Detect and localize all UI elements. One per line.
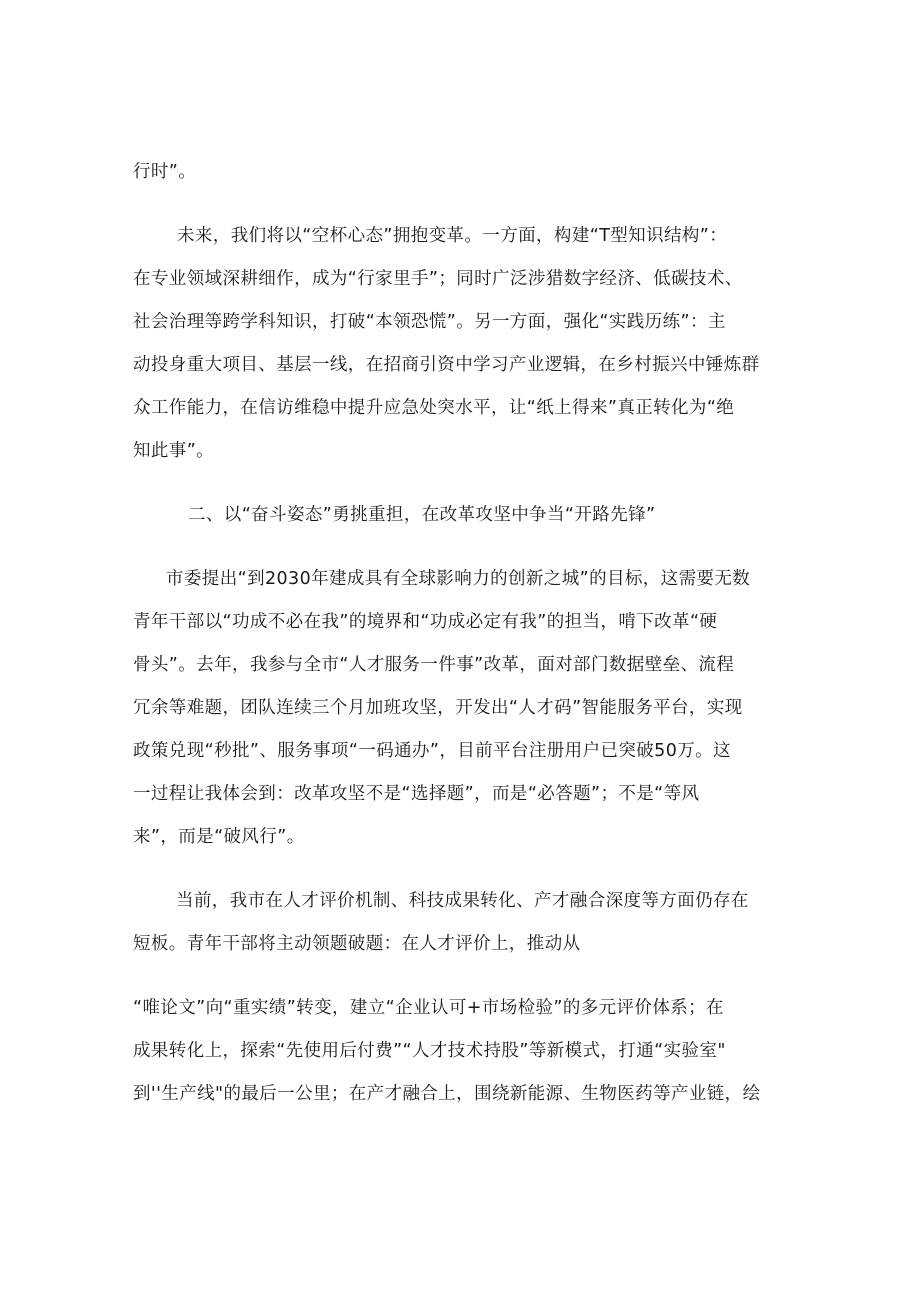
paragraph-line: 来”，而是“破风行”。 xyxy=(133,827,305,847)
paragraph-line: 当前，我市在人才评价机制、科技成果转化、产才融合深度等方面仍存在 xyxy=(176,891,749,911)
paragraph-line: 动投身重大项目、基层一线，在招商引资中学习产业逻辑，在乡村振兴中锤炼群 xyxy=(133,355,760,375)
paragraph-line: 行时”。 xyxy=(133,162,197,182)
paragraph-line: 一过程让我体会到：改革攻坚不是“选择题”，而是“必答题”；不是“等风 xyxy=(133,784,700,804)
paragraph-line: 冗余等难题，团队连续三个月加班攻坚，开发出“人才码”智能服务平台，实现 xyxy=(133,698,743,718)
paragraph-line: 青年干部以“功成不必在我”的境界和“功成必定有我”的担当，啃下改革“硬 xyxy=(133,612,718,632)
paragraph-line: “唯论文”向“重实绩”转变，建立“企业认可+市场检验”的多元评价体系；在 xyxy=(133,998,724,1018)
paragraph-line: 在专业领域深耕细作，成为“行家里手”；同时广泛涉猎数字经济、低碳技术、 xyxy=(133,269,743,289)
paragraph-line: 市委提出“到2030年建成具有全球影响力的创新之城”的目标，这需要无数 xyxy=(166,569,751,589)
paragraph-line: 短板。青年干部将主动领题破题：在人才评价上，推动从 xyxy=(133,934,581,954)
paragraph-line: 到''生产线"的最后一公里；在产才融合上，围绕新能源、生物医药等产业链，绘 xyxy=(133,1084,761,1104)
paragraph-line: 知此事”。 xyxy=(133,441,215,461)
paragraph-line: 政策兑现“秒批”、服务事项“一码通办”，目前平台注册用户已突破50万。这 xyxy=(133,741,731,761)
paragraph-line: 众工作能力，在信访维稳中提升应急处突水平，让“纸上得来”真正转化为“绝 xyxy=(133,398,735,418)
paragraph-line: 社会治理等跨学科知识，打破“本领恐慌”。另一方面，强化“实践历练”：主 xyxy=(133,312,726,332)
paragraph-line: 骨头”。去年，我参与全市“人才服务一件事”改革，面对部门数据壁垒、流程 xyxy=(133,655,735,675)
section-heading: 二、以“奋斗姿态”勇挑重担，在改革攻坚中争当“开路先锋” xyxy=(188,505,656,525)
paragraph-line: 未来，我们将以“空杯心态”拥抱变革。一方面，构建“T型知识结构”： xyxy=(177,226,728,246)
paragraph-line: 成果转化上，探索“先使用后付费”“人才技术持股”等新模式，打通“实验室" xyxy=(133,1041,726,1061)
